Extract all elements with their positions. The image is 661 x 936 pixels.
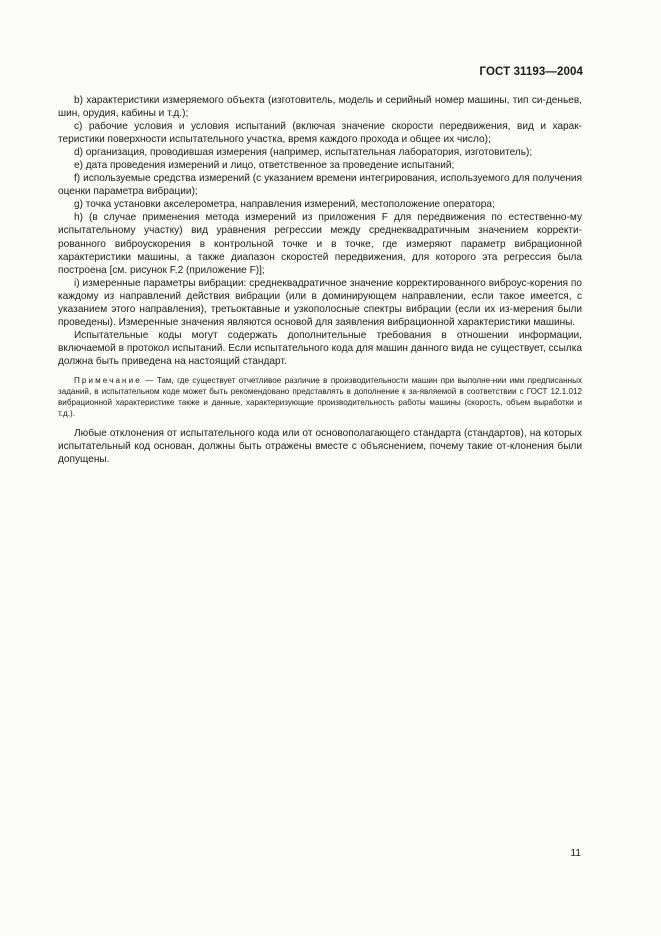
list-item-label: d) xyxy=(74,147,83,159)
list-item-text: характеристики измеряемого объекта (изготовитель, модель и серийный номер машины, тип си-деньев, шин, орудия, кабины и т.д.); xyxy=(58,95,582,120)
note-text: — Там, где существует отчетливое различие в производительности машин при выполне-нии ими предписанных заданий, в испытательном коде может быть рекомендовано представлять в дополнение к за-являемой в соответствии с ГОСТ 12.1.012 вибрационной характеристике также и данные, характеризующие производительность работы машины (скорость, объем выработки и т.д.). xyxy=(58,375,582,419)
paragraph-deviations: Любые отклонения от испытательного кода или от основополагающего стандарта (стандартов), на которых испытательный код основан, должны быть отражены вместе с объяснением, почему такие от-клонения были допущены. xyxy=(58,428,582,466)
list-item-label: f) xyxy=(74,173,81,185)
list-item-f xyxy=(58,172,582,198)
list-item-label: b) xyxy=(74,95,83,106)
list-item-text: дата проведения измерений и лицо, ответственное за проведение испытаний; xyxy=(82,160,455,172)
list-item-text: точка установки акселерометра, направления измерений, местоположение оператора; xyxy=(82,199,495,211)
page-number: 11 xyxy=(570,848,581,859)
list-item-e xyxy=(58,159,582,172)
list-item-g xyxy=(58,198,582,211)
paragraph-test-codes: Испытательные коды могут содержать дополнительные требования в отношении информации, включаемой в протокол испытаний. Если испытательного кода для машин данного вида не существует, ссылка должна быть приведена на настоящий стандарт. xyxy=(58,329,582,367)
list-item-b xyxy=(58,94,582,120)
list-item-i xyxy=(58,277,582,329)
list-item-label: i) xyxy=(74,277,80,289)
document-header: ГОСТ 31193—2004 xyxy=(479,66,583,78)
list-item-d xyxy=(58,146,582,159)
list-item-label: c) xyxy=(74,121,83,133)
list-item-label: g) xyxy=(74,199,83,211)
list-item-text: (в случае применения метода измерений из приложения F для передвижения по естественно-му испытательному участку) вид уравнения регрессии между среднеквадратичным значением корректи-рованного виброускорения в контрольной точке и в точке, где измеряют параметр вибрационной характеристики машины, а также диапазон скоростей передвижения, для которого эта регрессия была построена [см. рисунок F.2 (приложение F)]; xyxy=(58,212,582,276)
list-item-h xyxy=(58,211,582,276)
document-body xyxy=(58,94,582,467)
list-item-label: h) xyxy=(74,212,83,224)
list-item-label: e) xyxy=(74,160,83,172)
list-item-text: используемые средства измерений (с указанием времени интегрирования, используемого для получения оценки параметра вибрации); xyxy=(58,173,582,198)
note-label: Примечание xyxy=(74,375,142,385)
list-item-text: измеренные параметры вибрации: среднеквадратичное значение корректированного виброус-корения по каждому из направлений действия вибрации (или в доминирующем направлении, если такое имеется, с указанием этого направления), третьоктавные и узкополосные спектры вибрации (если их из-мерения были проведены). Измеренные значения являются основой для заявления вибрационной характеристики машины. xyxy=(58,277,582,328)
list-item-c xyxy=(58,120,582,146)
list-item-text: организация, проводившая измерения (например, испытательная лаборатория, изготовитель); xyxy=(82,147,533,159)
list-item-text: рабочие условия и условия испытаний (включая значение скорости передвижения, вид и харак-теристики поверхности испытательного участка, время каждого прохода и общее их число); xyxy=(58,121,582,146)
note xyxy=(58,375,582,419)
